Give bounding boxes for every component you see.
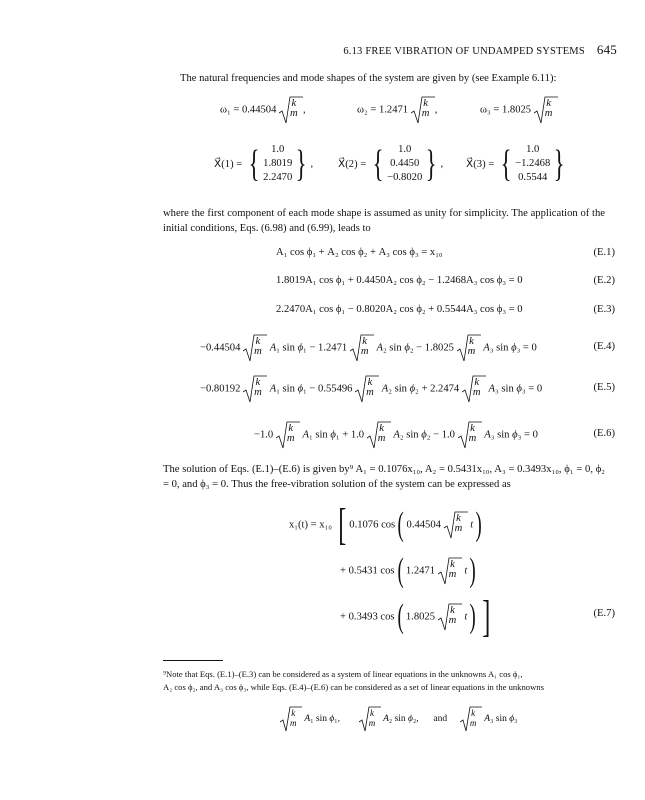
equation-e2-tag: (E.2): [593, 275, 615, 286]
footnote-rule: [163, 660, 223, 661]
mode-2-vector: 1.0 0.4450 −0.8020: [387, 144, 423, 183]
paragraph-solution: The solution of Eqs. (E.1)–(E.6) is given by⁹ A₁ = 0.1076x₁₀, A₂ = 0.5431x₁₀, A₃ = 0.3493x₁₀, ϕ₁ = 0, ϕ₂ = 0, and ϕ₃ = 0. Thus the free-vibration solution of the system can be expressed as: [163, 464, 605, 490]
footnote-line-1: ⁹Note that Eqs. (E.1)–(E.3) can be considered as a system of linear equations in the unknowns A₁ cos ϕ₁,: [163, 669, 523, 679]
solution-line-3: + 0.3493 cos( 1.8025 k m t) ]: [340, 592, 490, 641]
equation-e6-tag: (E.6): [593, 428, 615, 439]
frequency-1: ω₁ = 0.44504 k m ,: [220, 96, 306, 124]
solution-line-1: x₁(t) = x₁₀ [ 0.1076 cos( 0.44504 k m t): [289, 500, 482, 549]
equation-e3-tag: (E.3): [593, 304, 615, 315]
frequency-2-value: 1.2471: [378, 104, 409, 116]
equation-e3: 2.2470A₁ cos ϕ₁ − 0.8020A₂ cos ϕ₂ + 0.5544A₃ cos ϕ₃ = 0: [276, 304, 523, 315]
solution-line-2: + 0.5431 cos( 1.2471 k m t): [340, 552, 477, 589]
equation-e7-tag: (E.7): [593, 608, 615, 619]
equation-e5-tag: (E.5): [593, 382, 615, 393]
footnote-line-2: A₂ cos ϕ₂, and A₃ cos ϕ₃, while Eqs. (E.4)–(E.6) can be considered as a set of linear equations in the unknowns: [163, 682, 544, 692]
section-title: 6.13 FREE VIBRATION OF UNDAMPED SYSTEMS: [343, 46, 585, 57]
page-number: 645: [596, 42, 617, 57]
mode-1-vector: 1.0 1.8019 2.2470: [263, 144, 293, 183]
solution-lhs: x₁(t) = x₁₀: [289, 519, 332, 531]
mode-2-label: X⃗(2) =: [338, 159, 367, 170]
equation-e5: −0.80192 k m A₁ sin ϕ₁ − 0.55496 k m A₂ sin ϕ₂ + 2.2474 k m A₃ sin ϕ₃ = 0: [200, 375, 542, 403]
equation-e1-tag: (E.1): [593, 247, 615, 258]
running-header: [343, 42, 617, 58]
mode-1-label: X⃗(1) =: [214, 159, 243, 170]
mode-shape-2: X⃗(2) = { 1.0 0.4450 −0.8020 } ,: [338, 143, 444, 185]
mode-shape-3: X⃗(3) = { 1.0 −1.2468 0.5544 }: [466, 143, 565, 185]
mode-3-vector: 1.0 −1.2468 0.5544: [515, 144, 551, 183]
equation-e4: −0.44504 k m A₁ sin ϕ₁ − 1.2471 k m A₂ sin ϕ₂ − 1.8025 k m A₃ sin ϕ₃ = 0: [200, 334, 537, 362]
sqrt-k-over-m: k m: [279, 96, 303, 124]
paragraph-initial-conditions: where the first component of each mode shape is assumed as unity for simplicity. The application of the initial conditions, Eqs. (6.98) and (6.99), leads to: [163, 208, 605, 234]
equation-e4-tag: (E.4): [593, 341, 615, 352]
frequency-2-label: ω₂ =: [357, 104, 377, 116]
frequency-2: ω₂ = 1.2471 k m ,: [357, 96, 437, 124]
footnote-and: and: [433, 714, 448, 724]
frequency-3-label: ω₃ =: [480, 104, 502, 116]
frequency-1-value: 0.44504: [241, 104, 277, 116]
footnote-unknowns: k m A₁ sin ϕ₁, k m A₂ sin ϕ₂, and k m A₃ sin ϕ₃: [280, 706, 517, 732]
mode-3-label: X⃗(3) =: [466, 159, 495, 170]
equation-e6: −1.0 k m A₁ sin ϕ₁ + 1.0 k m A₂ sin ϕ₂ − 1.0 k m A₃ sin ϕ₃ = 0: [254, 421, 538, 449]
frequency-3-value: 1.8025: [501, 104, 532, 116]
equation-e1: A₁ cos ϕ₁ + A₂ cos ϕ₂ + A₃ cos ϕ₃ = x₁₀: [276, 247, 443, 258]
frequency-1-label: ω₁ =: [220, 104, 240, 116]
frequency-3: ω₃ = 1.8025 k m: [480, 96, 558, 124]
intro-text: The natural frequencies and mode shapes of the system are given by (see Example 6.11):: [180, 73, 557, 84]
mode-shape-1: X⃗(1) = { 1.0 1.8019 2.2470 } ,: [214, 143, 314, 185]
equation-e2: 1.8019A₁ cos ϕ₁ + 0.4450A₂ cos ϕ₂ − 1.2468A₃ cos ϕ₃ = 0: [276, 275, 523, 286]
